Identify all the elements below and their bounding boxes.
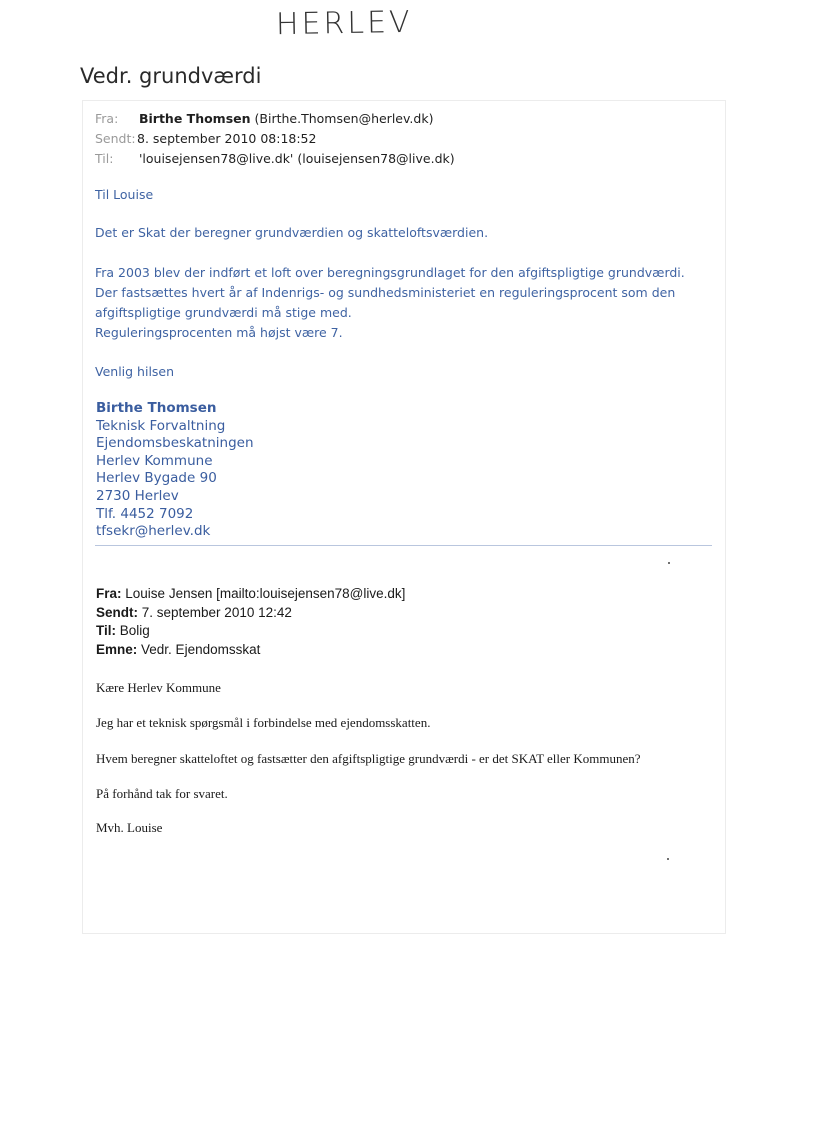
- signature-name: Birthe Thomsen: [96, 400, 217, 416]
- original-body-line: Kære Herlev Kommune: [96, 680, 221, 695]
- original-header: [96, 585, 405, 659]
- signature-block: [96, 400, 254, 541]
- reply-sent-row: [95, 129, 316, 149]
- scan-speck: [667, 858, 669, 860]
- handwritten-note: HERLEV: [275, 4, 413, 43]
- reply-from-email: (Birthe.Thomsen@herlev.dk): [254, 111, 434, 126]
- reply-closing: Venlig hilsen: [95, 364, 175, 379]
- original-subject-label: Emne:: [96, 641, 138, 657]
- reply-to-value: 'louisejensen78@live.dk' (louisejensen78@live.dk): [138, 151, 455, 166]
- original-to-label: Til:: [96, 623, 116, 638]
- reply-paragraph-2-line: Der fastsættes hvert år af Indenrigs- og sundhedsministeriet en reguleringsprocent som den: [95, 285, 676, 300]
- signature-line: Tlf. 4452 7092: [96, 505, 194, 522]
- signature-line: 2730 Herlev: [96, 487, 179, 504]
- original-sent-label: Sendt:: [96, 604, 138, 620]
- original-body-line: Mvh. Louise: [96, 820, 163, 835]
- original-sent-row: [96, 604, 405, 623]
- original-to-value: Bolig: [119, 623, 150, 638]
- reply-from-row: [95, 109, 433, 129]
- reply-paragraph-2-line: Fra 2003 blev der indført et loft over beregningsgrundlaget for den afgiftspligtige grundværdi.: [95, 265, 685, 280]
- signature-line: Herlev Kommune: [96, 452, 213, 469]
- original-to-row: [96, 622, 405, 641]
- email-subject: Vedr. grundværdi: [80, 64, 262, 88]
- signature-line: Herlev Bygade 90: [96, 470, 217, 487]
- reply-paragraph-2-line: Reguleringsprocenten må højst være 7.: [95, 325, 343, 340]
- scan-speck: [668, 562, 670, 564]
- reply-from-label: Fra:: [95, 111, 119, 126]
- reply-sent-label: Sendt:: [95, 131, 136, 146]
- reply-to-row: [95, 149, 455, 169]
- reply-sent-value: 8. september 2010 08:18:52: [137, 131, 317, 146]
- original-subject-value: Vedr. Ejendomsskat: [141, 641, 261, 657]
- signature-divider: [95, 545, 712, 546]
- reply-from-name: Birthe Thomsen: [138, 111, 251, 126]
- signature-email-link[interactable]: tfsekr@herlev.dk: [96, 523, 211, 540]
- original-from-row: [96, 585, 405, 604]
- original-from-label: Fra:: [96, 586, 122, 601]
- signature-line: Ejendomsbeskatningen: [96, 435, 254, 452]
- original-body-line: Jeg har et teknisk spørgsmål i forbindelse med ejendomsskatten.: [96, 715, 431, 730]
- original-sent-value: 7. september 2010 12:42: [141, 604, 292, 620]
- original-body-line: På forhånd tak for svaret.: [96, 786, 228, 801]
- original-from-value: Louise Jensen [mailto:louisejensen78@live.dk]: [125, 586, 406, 601]
- reply-to-label: Til:: [95, 151, 114, 166]
- original-subject-row: [96, 641, 405, 660]
- signature-line: Teknisk Forvaltning: [96, 417, 226, 434]
- reply-paragraph-1: Det er Skat der beregner grundværdien og skatteloftsværdien.: [95, 225, 489, 240]
- reply-greeting: Til Louise: [95, 187, 154, 202]
- reply-paragraph-2-line: afgiftspligtige grundværdi må stige med.: [95, 305, 352, 320]
- original-body-line: Hvem beregner skatteloftet og fastsætter den afgiftspligtige grundværdi - er det SKAT eller Kommunen?: [96, 751, 641, 766]
- reply-paragraph-2: [95, 263, 710, 343]
